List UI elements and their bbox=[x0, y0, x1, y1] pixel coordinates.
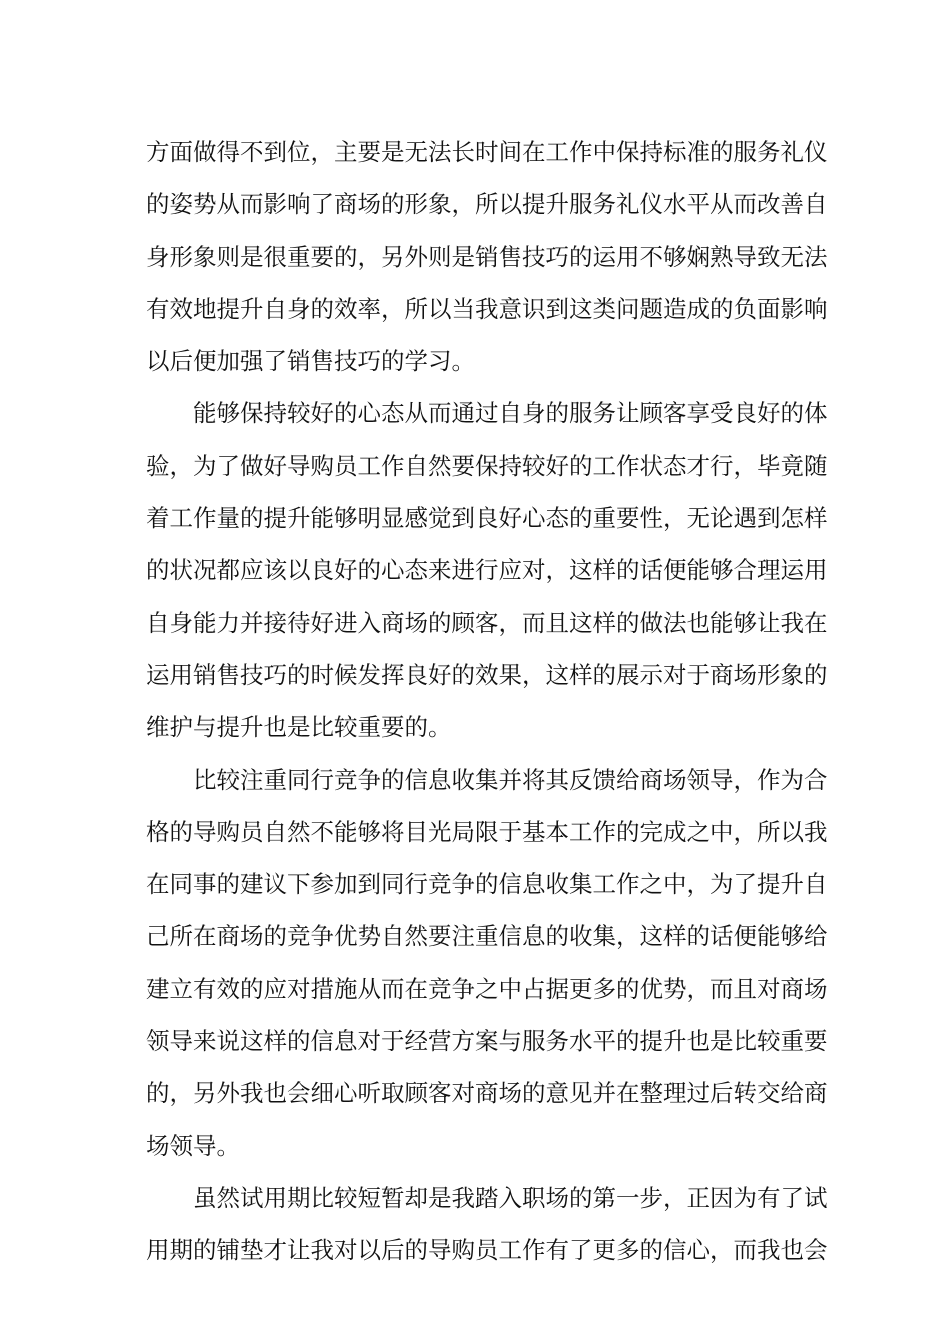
body-text bbox=[146, 126, 828, 1277]
text-line: 的 姿 势 从 而 影 响 了 商 场 的 形 象 ， 所 以 提 升 服 务 礼 仪 水 平 从 而 改 善 自 bbox=[146, 190, 828, 219]
text-line: 验 ， 为 了 做 好 导 购 员 工 作 自 然 要 保 持 较 好 的 工 作 状 态 才 行 ， 毕 竟 随 bbox=[146, 451, 828, 480]
text-line: 格 的 导 购 员 自 然 不 能 够 将 目 光 局 限 于 基 本 工 作 的 完 成 之 中 ， 所 以 我 bbox=[146, 817, 828, 846]
text-line: 虽 然 试 用 期 比 较 短 暂 却 是 我 踏 入 职 场 的 第 一 步 ， 正 因 为 有 了 试 bbox=[193, 1183, 828, 1212]
text-line: 自 身 能 力 并 接 待 好 进 入 商 场 的 顾 客 ， 而 且 这 样 的 做 法 也 能 够 让 我 在 bbox=[146, 608, 828, 637]
text-line: 建 立 有 效 的 应 对 措 施 从 而 在 竞 争 之 中 占 据 更 多 的 优 势 ， 而 且 对 商 场 bbox=[146, 974, 828, 1003]
text-line: 的 状 况 都 应 该 以 良 好 的 心 态 来 进 行 应 对 ， 这 样 的 话 便 能 够 合 理 运 用 bbox=[146, 556, 828, 585]
text-line: 的 ， 另 外 我 也 会 细 心 听 取 顾 客 对 商 场 的 意 见 并 在 整 理 过 后 转 交 给 商 bbox=[146, 1079, 828, 1108]
text-line: 用 期 的 铺 垫 才 让 我 对 以 后 的 导 购 员 工 作 有 了 更 多 的 信 心 ， 而 我 也 会 bbox=[146, 1236, 828, 1265]
text-line: 着 工 作 量 的 提 升 能 够 明 显 感 觉 到 良 好 心 态 的 重 要 性 ， 无 论 遇 到 怎 样 bbox=[146, 504, 828, 533]
text-line: 在 同 事 的 建 议 下 参 加 到 同 行 竞 争 的 信 息 收 集 工 作 之 中 ， 为 了 提 升 自 bbox=[146, 870, 828, 899]
text-line: 方 面 做 得 不 到 位 ， 主 要 是 无 法 长 时 间 在 工 作 中 保 持 标 准 的 服 务 礼 仪 bbox=[146, 138, 828, 166]
text-line: 维护与提升也是比较重要的。 bbox=[146, 713, 452, 742]
text-line: 领 导 来 说 这 样 的 信 息 对 于 经 营 方 案 与 服 务 水 平 的 提 升 也 是 比 较 重 要 bbox=[146, 1027, 828, 1056]
text-line: 以后便加强了销售技巧的学习。 bbox=[146, 347, 475, 376]
text-line: 运 用 销 售 技 巧 的 时 候 发 挥 良 好 的 效 果 ， 这 样 的 展 示 对 于 商 场 形 象 的 bbox=[146, 660, 828, 689]
text-line: 身 形 象 则 是 很 重 要 的 ， 另 外 则 是 销 售 技 巧 的 运 用 不 够 娴 熟 导 致 无 法 bbox=[146, 242, 828, 271]
text-line: 比 较 注 重 同 行 竞 争 的 信 息 收 集 并 将 其 反 馈 给 商 场 领 导 ， 作 为 合 bbox=[193, 765, 828, 794]
text-line: 能 够 保 持 较 好 的 心 态 从 而 通 过 自 身 的 服 务 让 顾 客 享 受 良 好 的 体 bbox=[193, 399, 828, 428]
text-line: 己 所 在 商 场 的 竞 争 优 势 自 然 要 注 重 信 息 的 收 集 ， 这 样 的 话 便 能 够 给 bbox=[146, 922, 828, 951]
text-line: 有 效 地 提 升 自 身 的 效 率 ， 所 以 当 我 意 识 到 这 类 问 题 造 成 的 负 面 影 响 bbox=[146, 294, 828, 323]
text-line: 场领导。 bbox=[146, 1131, 240, 1160]
